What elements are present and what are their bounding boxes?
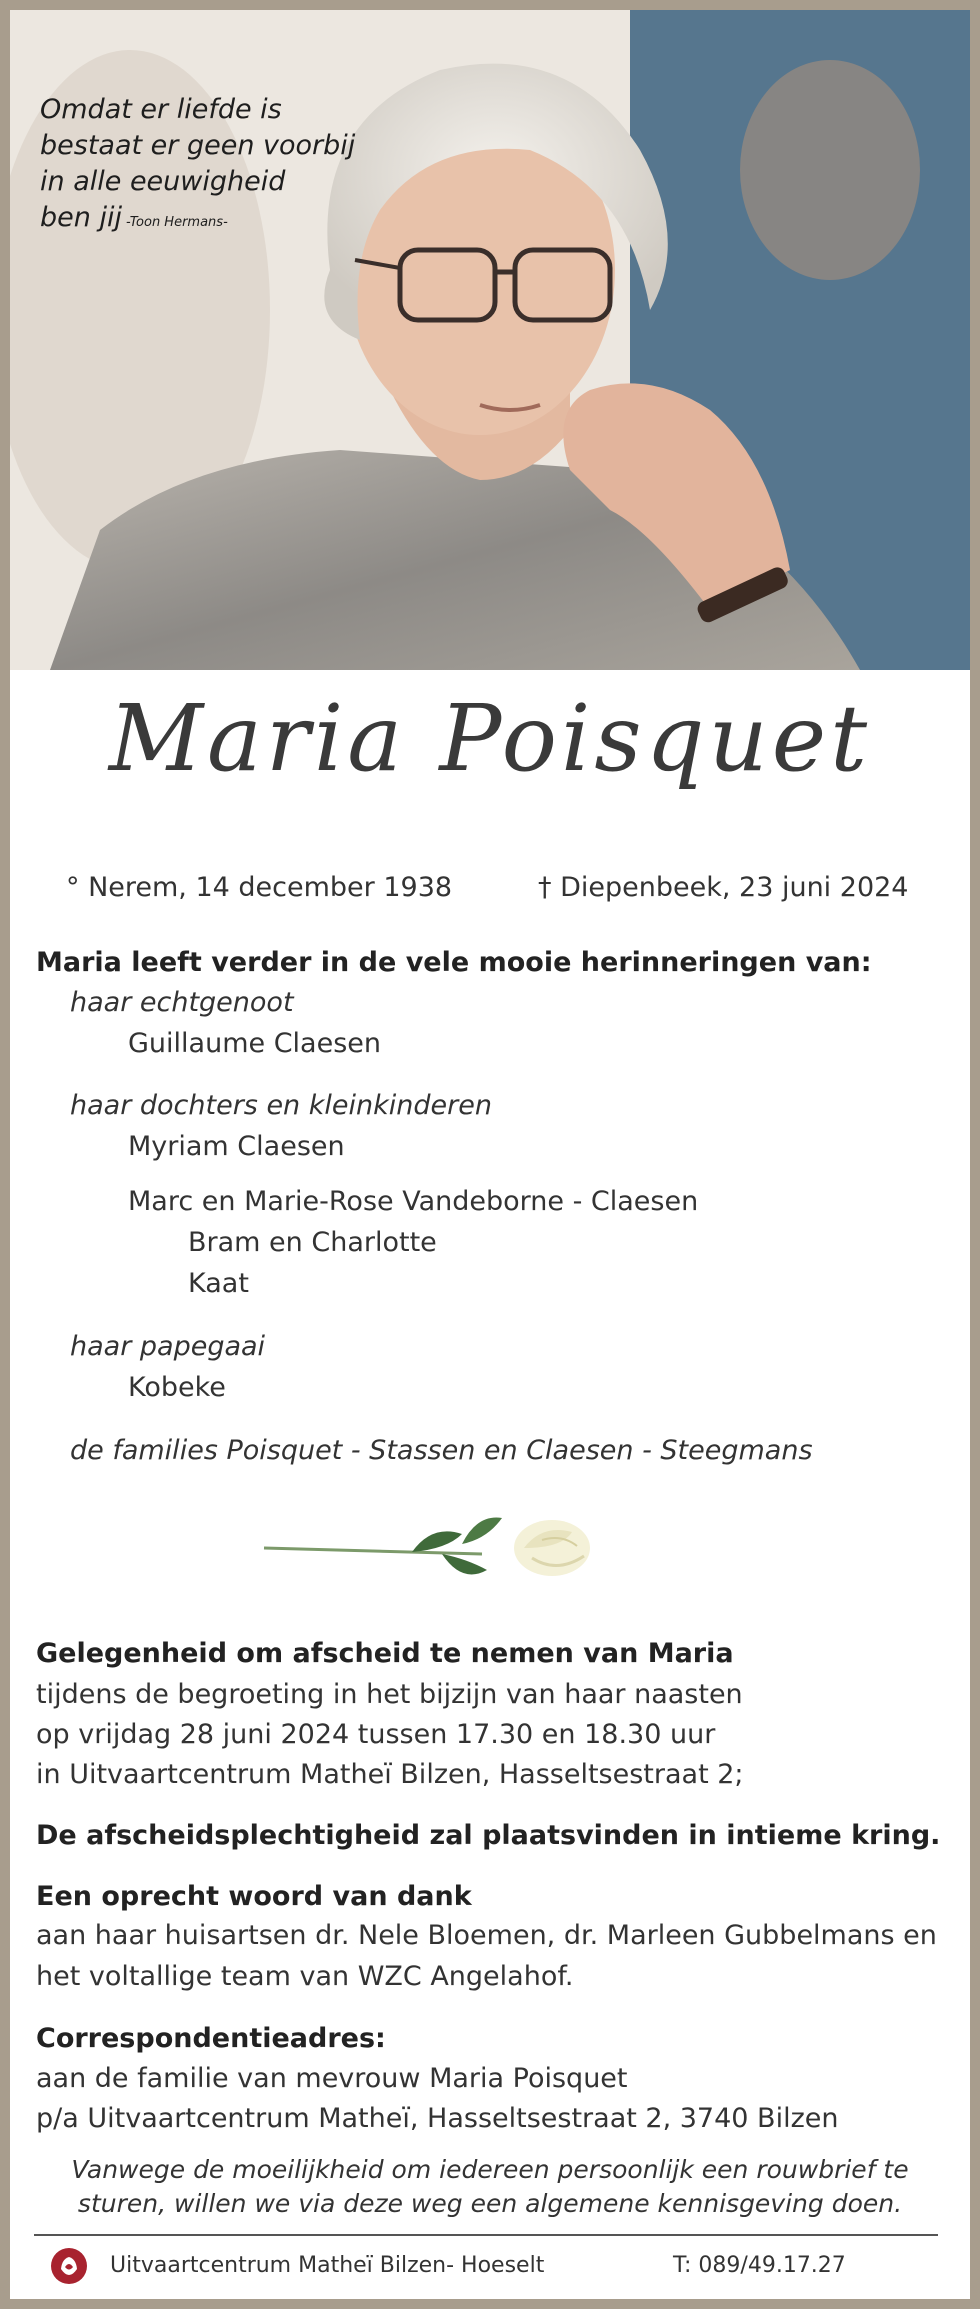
parrot-name: Kobeke <box>128 1372 226 1403</box>
thanks-line-2: het voltallige team van WZC Angelahof. <box>36 1961 574 1992</box>
thanks-line-1: aan haar huisartsen dr. Nele Bloemen, dr. Marleen Gubbelmans en <box>36 1920 937 1951</box>
birth-date: ° Nerem, 14 december 1938 <box>66 872 453 903</box>
quote-line-3: in alle eeuwigheid <box>40 166 286 197</box>
husband-name: Guillaume Claesen <box>128 1028 381 1059</box>
husband-label: haar echtgenoot <box>70 987 294 1018</box>
quote-line-1: Omdat er liefde is <box>40 94 282 125</box>
footer-company: Uitvaartcentrum Matheï Bilzen- Hoeselt <box>110 2253 545 2278</box>
quote-line-2: bestaat er geen voorbij <box>40 130 356 161</box>
notice-line-2: sturen, willen we via deze weg een algemene kennisgeving doen. <box>77 2189 903 2218</box>
funeral-home-logo-icon <box>50 2247 88 2285</box>
daughter-2: Marc en Marie-Rose Vandeborne - Claesen <box>128 1186 699 1217</box>
quote-line-4-text: ben jij <box>40 202 122 233</box>
footer-phone: T: 089/49.17.27 <box>673 2253 846 2278</box>
families: de families Poisquet - Stassen en Claesen - Steegmans <box>70 1435 813 1466</box>
portrait-photo <box>10 10 970 670</box>
quote-author: -Toon Hermans- <box>125 215 228 230</box>
correspondence-line-1: aan de familie van mevrouw Maria Poisquet <box>36 2063 628 2094</box>
ceremony-text: De afscheidsplechtigheid zal plaatsvinden in intieme kring. <box>36 1820 941 1851</box>
deceased-name: Maria Poisquet <box>108 685 872 792</box>
correspondence-line-2: p/a Uitvaartcentrum Matheï, Hasseltsestraat 2, 3740 Bilzen <box>36 2103 839 2134</box>
parrot-label: haar papegaai <box>70 1331 266 1362</box>
farewell-heading: Gelegenheid om afscheid te nemen van Maria <box>36 1638 734 1669</box>
death-date: † Diepenbeek, 23 juni 2024 <box>538 872 909 903</box>
general-notice <box>0 2153 980 2221</box>
daughter-1: Myriam Claesen <box>128 1131 345 1162</box>
thanks-heading: Een oprecht woord van dank <box>36 1881 472 1912</box>
memories-heading: Maria leeft verder in de vele mooie herinneringen van: <box>36 947 872 978</box>
grandchildren-2: Kaat <box>188 1268 249 1299</box>
farewell-line-3: in Uitvaartcentrum Matheï Bilzen, Hasseltsestraat 2; <box>36 1759 744 1790</box>
daughters-label: haar dochters en kleinkinderen <box>70 1090 492 1121</box>
quote <box>40 92 355 241</box>
farewell-line-2: op vrijdag 28 juni 2024 tussen 17.30 en 18.30 uur <box>36 1719 716 1750</box>
quote-line-4 <box>40 200 355 241</box>
farewell-line-1: tijdens de begroeting in het bijzijn van haar naasten <box>36 1679 743 1710</box>
grandchildren-1: Bram en Charlotte <box>188 1227 437 1258</box>
notice-line-1: Vanwege de moeilijkheid om iedereen persoonlijk een rouwbrief te <box>71 2155 909 2184</box>
footer-divider <box>34 2234 938 2236</box>
correspondence-heading: Correspondentieadres: <box>36 2023 386 2054</box>
white-rose-icon <box>262 1504 602 1594</box>
